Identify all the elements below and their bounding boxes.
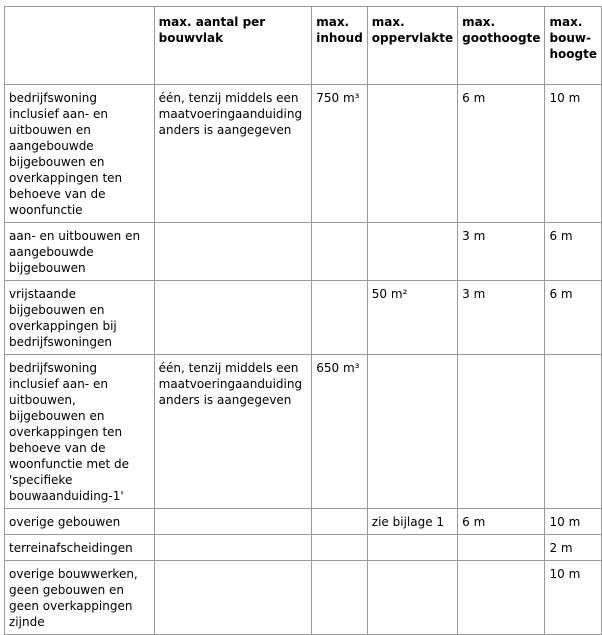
table-cell: 50 m² (367, 281, 457, 355)
table-cell (312, 535, 368, 561)
table-cell (154, 509, 312, 535)
table-cell: aan- en uitbouwen en aangebouwde bijgebouwen (5, 223, 155, 281)
table-cell (545, 355, 602, 509)
table-cell: terreinafscheidingen (5, 535, 155, 561)
table-cell: zie bijlage 1 (367, 509, 457, 535)
table-cell: bedrijfswoning inclusief aan- en uitbouwen, bijgebouwen en overkappingen ten behoeve van de woonfunctie met de 'specifieke bouwaanduiding-1' (5, 355, 155, 509)
table-row (5, 355, 602, 509)
table-cell: overige gebouwen (5, 509, 155, 535)
table-row (5, 223, 602, 281)
table-cell (312, 561, 368, 635)
table-cell: 10 m (545, 561, 602, 635)
table-cell (312, 223, 368, 281)
table-cell: bedrijfswoning inclusief aan- en uitbouwen en aangebouwde bijgebouwen en overkappingen ten behoeve van de woonfunctie (5, 85, 155, 223)
table-cell: 10 m (545, 85, 602, 223)
header-cell-max-gutter-height: max. goothoogte (458, 7, 545, 85)
table-cell (367, 355, 457, 509)
table-cell: 6 m (545, 223, 602, 281)
table-cell (154, 281, 312, 355)
table-row (5, 535, 602, 561)
table-cell: één, tenzij middels een maatvoeringaanduiding anders is aangegeven (154, 85, 312, 223)
header-row (5, 7, 602, 85)
table-row (5, 561, 602, 635)
table-row (5, 85, 602, 223)
table-wrapper (4, 6, 602, 635)
table-row (5, 509, 602, 535)
table-cell (458, 355, 545, 509)
table-row (5, 281, 602, 355)
table-cell: één, tenzij middels een maatvoeringaanduiding anders is aangegeven (154, 355, 312, 509)
table-cell (367, 561, 457, 635)
table-cell (367, 535, 457, 561)
table-cell (367, 223, 457, 281)
header-cell-max-building-height: max. bouw-hoogte (545, 7, 602, 85)
table-cell: 6 m (458, 509, 545, 535)
table-cell (312, 281, 368, 355)
table-cell (367, 85, 457, 223)
table-cell (458, 561, 545, 635)
table-cell (154, 535, 312, 561)
table-cell: 650 m³ (312, 355, 368, 509)
table-cell: 3 m (458, 223, 545, 281)
table-cell: 3 m (458, 281, 545, 355)
table-cell (154, 223, 312, 281)
table-cell: overige bouwwerken, geen gebouwen en geen overkappingen zijnde (5, 561, 155, 635)
table-cell: vrijstaande bijgebouwen en overkappingen bij bedrijfswoningen (5, 281, 155, 355)
table-cell (154, 561, 312, 635)
table-cell: 6 m (458, 85, 545, 223)
header-cell-max-volume: max. inhoud (312, 7, 368, 85)
dimensions-table (4, 6, 602, 635)
table-cell: 10 m (545, 509, 602, 535)
header-cell-type (5, 7, 155, 85)
table-cell (312, 509, 368, 535)
table-cell: 2 m (545, 535, 602, 561)
header-cell-max-area: max. oppervlakte (367, 7, 457, 85)
table-cell (458, 535, 545, 561)
table-cell: 6 m (545, 281, 602, 355)
header-cell-max-count: max. aantal per bouwvlak (154, 7, 312, 85)
table-cell: 750 m³ (312, 85, 368, 223)
